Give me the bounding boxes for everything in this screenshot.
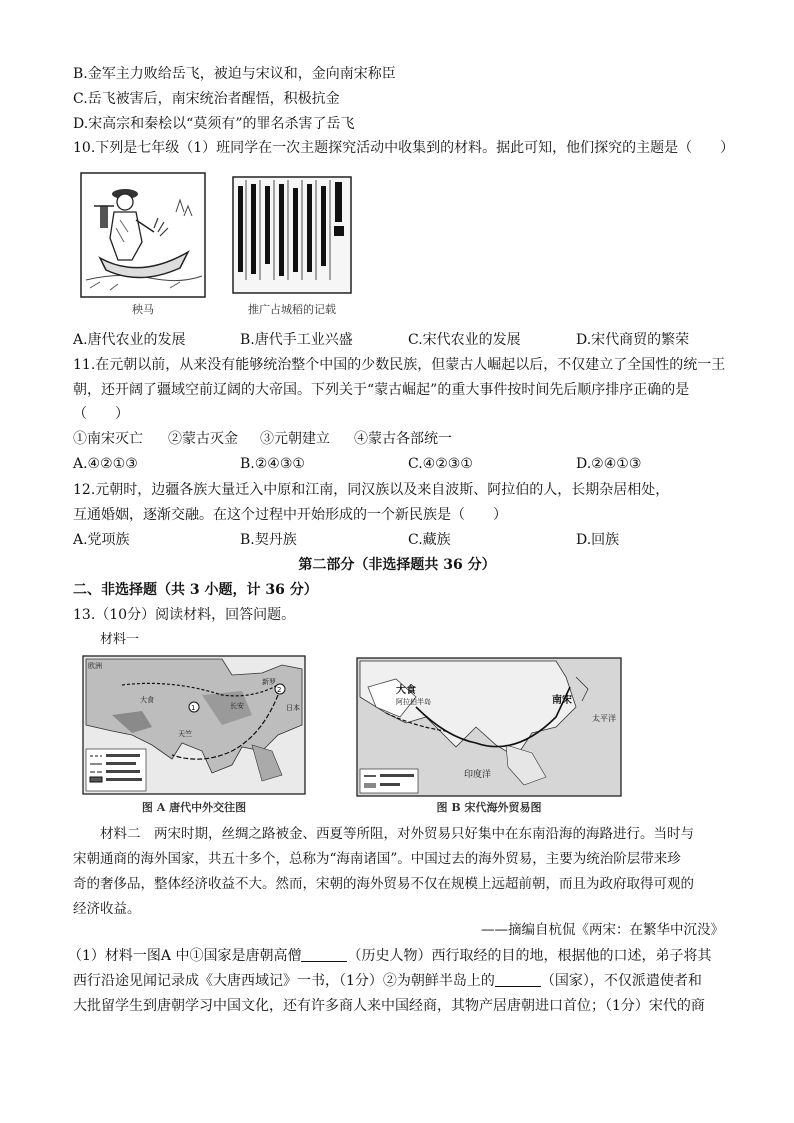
tang-foreign-relations-map xyxy=(82,655,306,795)
q13-sub1-line1 xyxy=(68,946,711,966)
q13-stem: 13.（10分）阅读材料，回答问题。 xyxy=(73,607,296,623)
q11-option-d: D.②④①③ xyxy=(576,456,642,472)
material2-line3: 奇的奢侈品，整体经济收益不大。然而，宋朝的海外贸易不仅在规模上远超前朝，而且为政府取得可观的 xyxy=(73,876,694,892)
q11-event-1: ①南宋灭亡 xyxy=(73,431,143,447)
q10-option-d: D.宋代商贸的繁荣 xyxy=(576,332,690,348)
q10-option-a: A.唐代农业的发展 xyxy=(73,332,186,348)
yangma-illustration xyxy=(80,172,206,298)
mapB-label-4: 印度洋 xyxy=(464,770,492,780)
q11-option-c: C.④②③① xyxy=(408,456,473,472)
q10-option-b: B.唐代手工业兴盛 xyxy=(240,332,353,348)
mapA-label-4: 日本 xyxy=(286,704,300,712)
svg-text:2: 2 xyxy=(277,686,282,694)
mapA-label-3: 长安 xyxy=(230,702,244,710)
q10-stem: 10.下列是七年级（1）班同学在一次主题探究活动中收集到的材料。据此可知，他们探究的主题是（ ） xyxy=(73,140,735,156)
q12-option-d: D.回族 xyxy=(576,532,620,548)
q11-option-b: B.②④③① xyxy=(240,456,305,472)
q13-sub1-line1-part-a: （1）材料一图A 中①国家是唐朝高僧 xyxy=(68,948,302,964)
material2-line2: 宋朝通商的海外国家，共五十多个，总称为“海南诸国”。中国过去的海外贸易，主要为统治阶层带来珍 xyxy=(73,851,681,867)
mapB-caption: 图 B 宋代海外贸易图 xyxy=(436,801,542,814)
svg-text:1: 1 xyxy=(191,704,196,712)
mapB-label-0: 大食 xyxy=(396,685,416,696)
mapB-label-1: 阿拉伯半岛 xyxy=(396,698,431,706)
mapA-label-5: 新罗 xyxy=(262,678,276,686)
q12-stem-line2: 互通婚姻，逐渐交融。在这个过程中开始形成的一个新民族是（ ） xyxy=(73,507,507,523)
q13-sub1-line3: 大批留学生到唐朝学习中国文化，还有许多商人来中国经商，其物产居唐朝进口首位；（1分）宋代的商 xyxy=(73,998,705,1014)
mapB-label-2: 南宋 xyxy=(552,695,572,706)
material2-source: ——摘编自杭侃《两宋：在繁华中沉没》 xyxy=(481,922,724,938)
material2-line1: 材料二 两宋时期，丝绸之路被金、西夏等所阻，对外贸易只好集中在东南沿海的海路进行。当时与 xyxy=(100,826,694,842)
q12-option-c: C.藏族 xyxy=(408,532,451,548)
mapA-label-0: 欧洲 xyxy=(88,662,102,670)
q9-option-c: C.岳飞被害后，南宋统治者醒悟，积极抗金 xyxy=(73,91,340,107)
q12-option-b: B.契丹族 xyxy=(240,532,297,548)
zhancheng-caption: 推广占城稻的记载 xyxy=(248,303,336,316)
q11-stem-line2: 朝，还开阔了疆域空前辽阔的大帝国。下列关于“蒙古崛起”的重大事件按时间先后顺序排序正确的是 xyxy=(73,382,690,398)
q11-stem-line1: 11.在元朝以前，从来没有能够统治整个中国的少数民族，但蒙古人崛起以后，不仅建立了全国性的统一王 xyxy=(73,357,726,373)
song-maritime-trade-map xyxy=(356,657,622,797)
q10-option-c: C.宋代农业的发展 xyxy=(408,332,521,348)
mapB-label-3: 太平洋 xyxy=(592,714,616,723)
q12-option-a: A.党项族 xyxy=(73,532,130,548)
q11-option-a: A.④②①③ xyxy=(73,456,138,472)
mapA-caption: 图 A 唐代中外交往图 xyxy=(141,801,247,814)
q13-sub1-line2-part-a: 西行沿途见闻记录成《大唐西域记》一书，（1分）②为朝鲜半岛上的 xyxy=(73,973,495,989)
q11-stem-line3: （ ） xyxy=(73,406,129,422)
mapA-label-1: 大食 xyxy=(140,696,154,704)
q13-sub1-line2 xyxy=(73,971,702,991)
q13-sub1-line2-part-b: （国家），不仅派遣使者和 xyxy=(540,973,702,989)
q13-sub1-line1-part-b: （历史人物）西行取经的目的地，根据他的口述，弟子将其 xyxy=(347,948,712,964)
material2-line4: 经济收益。 xyxy=(73,901,141,917)
q9-option-b: B.金军主力败给岳飞，被迫与宋议和，金向南宋称臣 xyxy=(73,66,396,82)
yangma-caption: 秧马 xyxy=(132,303,154,316)
mapA-label-2: 天竺 xyxy=(178,730,192,738)
q12-stem-line1: 12.元朝时，边疆各族大量迁入中原和江南，同汉族以及来自波斯、阿拉伯的人，长期杂居相处， xyxy=(73,482,670,498)
part2-title: 第二部分（非选择题共 36 分） xyxy=(298,557,496,573)
zhancheng-rice-document xyxy=(232,176,352,294)
part2-section-heading: 二、非选择题（共 3 小题，计 36 分） xyxy=(73,582,318,598)
answer-blank-monk[interactable] xyxy=(301,947,347,962)
q9-option-d: D.宋高宗和秦桧以“莫须有”的罪名杀害了岳飞 xyxy=(73,116,355,132)
answer-blank-country[interactable] xyxy=(495,972,541,987)
q11-event-2: ②蒙古灭金 xyxy=(168,431,238,447)
q11-event-3: ③元朝建立 xyxy=(260,431,330,447)
q11-event-4: ④蒙古各部统一 xyxy=(354,431,452,447)
material1-label: 材料一 xyxy=(100,632,140,647)
